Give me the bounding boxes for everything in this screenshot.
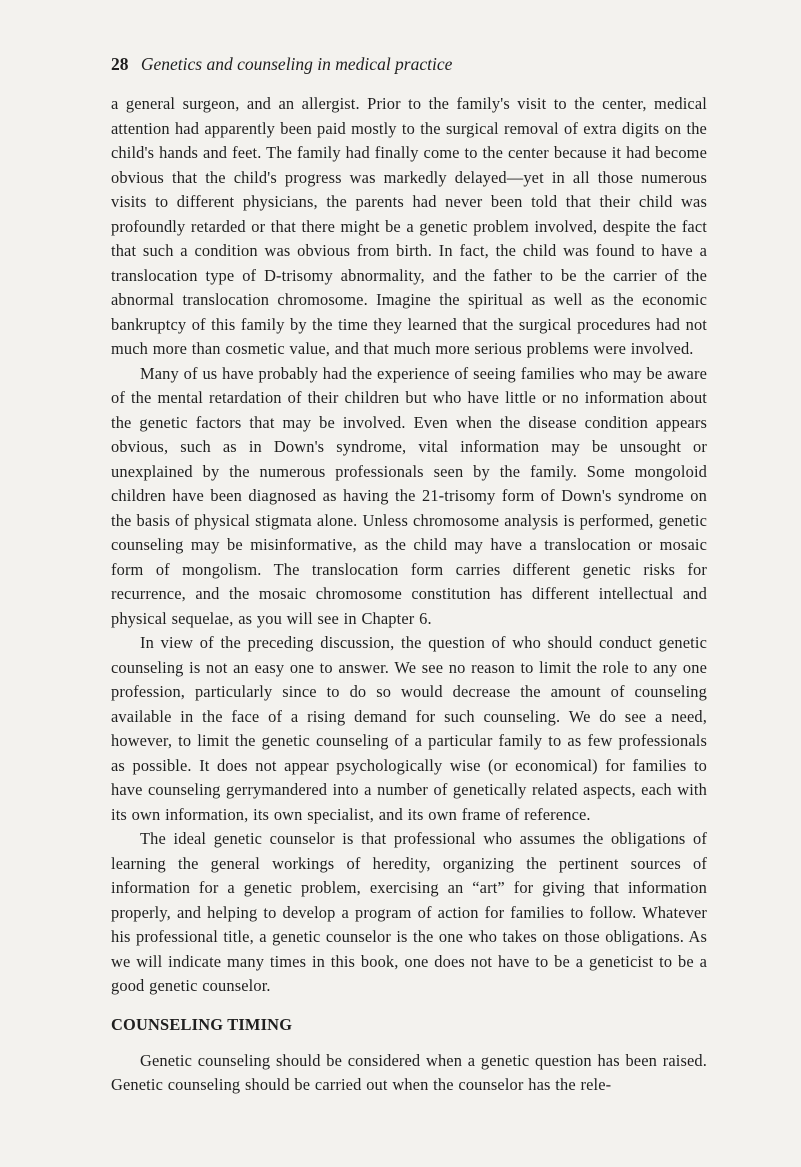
paragraph-3: In view of the preceding discussion, the question of who should conduct genetic counseling is not an easy one to answer. We see no reason to limit the role to any one profession, particularly since to do so would decrease the amount of counseling available in the face of a rising demand for such counseling. We do see a need, however, to limit the genetic counseling of a particular family to as few professionals as possible. It does not appear psychologically wise (or economical) for families to have counseling gerrymandered into a number of genetically related aspects, each with its own information, its own specialist, and its own frame of reference. xyxy=(111,633,707,824)
page-number: 28 xyxy=(111,54,129,74)
paragraph-4: The ideal genetic counselor is that professional who assumes the obligations of learning the general workings of heredity, organizing the pertinent sources of information for a genetic problem, exercising an “art” for giving that information properly, and helping to develop a program of action for families to follow. Whatever his professional title, a genetic counselor is the one who takes on those obligations. As we will indicate many times in this book, one does not have to be a geneticist to be a good genetic counselor. xyxy=(111,829,707,995)
body-text xyxy=(111,92,707,1098)
running-head xyxy=(111,52,707,76)
book-page xyxy=(111,52,707,1098)
section-heading: COUNSELING TIMING xyxy=(111,1014,293,1034)
paragraph-2: Many of us have probably had the experience of seeing families who may be aware of the mental retardation of their children but who have little or no information about the genetic factors that may be involved. Even when the disease condition appears obvious, such as in Down's syndrome, vital information may be unsought or unexplained by the numerous professionals seen by the family. Some mongoloid children have been diagnosed as having the 21-trisomy form of Down's syndrome on the basis of physical stigmata alone. Unless chromosome analysis is performed, genetic counseling may be misinformative, as the child may have a translocation or mosaic form of mongolism. The translocation form carries different genetic risks for recurrence, and the mosaic chromosome constitution has different intellectual and physical sequelae, as you will see in Chapter 6. xyxy=(111,363,707,628)
paragraph-5: Genetic counseling should be considered when a genetic question has been raised. Genetic counseling should be carried out when the counselor has the rele- xyxy=(111,1050,707,1094)
running-head-title: Genetics and counseling in medical practice xyxy=(140,54,453,74)
paragraph-1: a general surgeon, and an allergist. Prior to the family's visit to the center, medical attention had apparently been paid mostly to the surgical removal of extra digits on the child's hands and feet. The family had finally come to the center because it had become obvious that the child's progress was markedly delayed—yet in all those numerous visits to different physicians, the parents had never been told that their child was profoundly retarded or that there might be a genetic problem involved, despite the fact that such a condition was obvious from birth. In fact, the child was found to have a translocation type of D-trisomy abnormality, and the father to be the carrier of the abnormal translocation chromosome. Imagine the spiritual as well as the economic bankruptcy of this family by the time they learned that the surgical procedures had not much more than cosmetic value, and that much more serious problems were involved. xyxy=(111,94,707,358)
